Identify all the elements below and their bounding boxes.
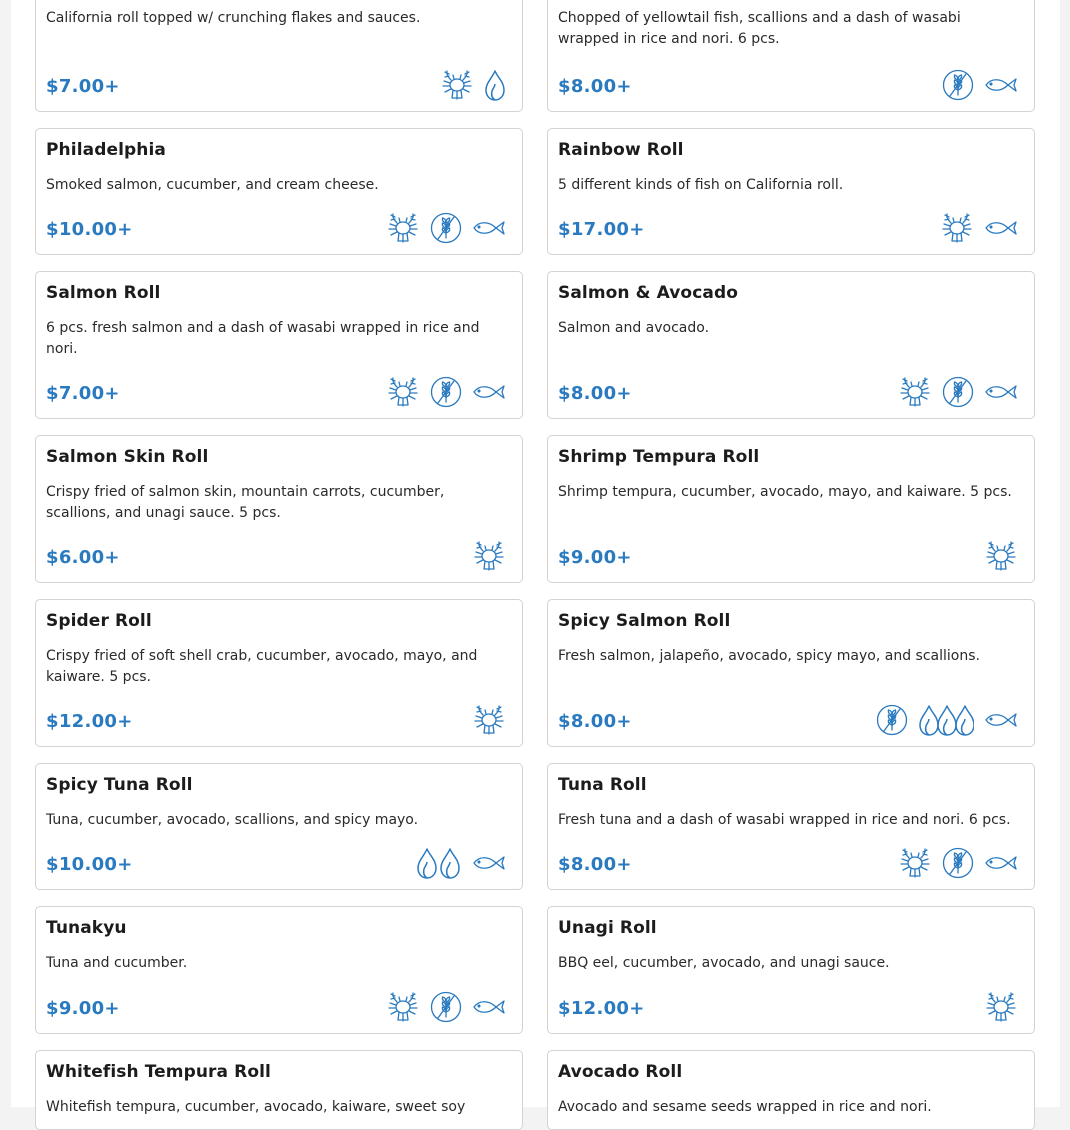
menu-item-description: Fresh tuna and a dash of wasabi wrapped in rice and nori. 6 pcs.	[558, 812, 1011, 828]
dietary-icons	[472, 703, 506, 737]
menu-item-price: $12.00+	[558, 998, 645, 1019]
fish-icon	[472, 997, 506, 1017]
dietary-icons	[386, 990, 506, 1024]
menu-item-name: Salmon & Avocado	[558, 283, 739, 303]
menu-item-name: Philadelphia	[46, 140, 166, 160]
menu-item-price: $17.00+	[558, 219, 645, 240]
menu-item-card[interactable]	[547, 435, 1035, 583]
fish-icon	[984, 75, 1018, 95]
menu-item-name: Avocado Roll	[558, 1062, 683, 1082]
dietary-icons	[876, 703, 1018, 737]
menu-item-card[interactable]	[35, 763, 523, 890]
menu-item-price: $10.00+	[46, 854, 133, 875]
shellfish-icon	[440, 69, 474, 101]
menu-item-description: Shrimp tempura, cucumber, avocado, mayo, and kaiware. 5 pcs.	[558, 484, 1012, 500]
menu-item-description: Crispy fried of soft shell crab, cucumber, avocado, mayo, and kaiware. 5 pcs.	[46, 648, 478, 685]
menu-item-card[interactable]	[35, 435, 523, 583]
menu-item-description: Avocado and sesame seeds wrapped in rice and nori.	[558, 1099, 932, 1115]
gluten-free-icon	[430, 991, 462, 1023]
menu-item-name: Spider Roll	[46, 611, 152, 631]
menu-item-name: Tuna Roll	[558, 775, 647, 795]
menu-item-description: 6 pcs. fresh salmon and a dash of wasabi wrapped in rice and nori.	[46, 320, 480, 357]
dietary-icons	[416, 846, 506, 880]
spicy-icon	[484, 69, 506, 102]
dietary-icons	[472, 539, 506, 573]
shellfish-icon	[472, 540, 506, 572]
menu-item-price: $9.00+	[46, 998, 120, 1019]
dietary-icons	[440, 68, 506, 102]
gluten-free-icon	[430, 376, 462, 408]
menu-item-price: $6.00+	[46, 547, 120, 568]
dietary-icons	[386, 211, 506, 245]
gluten-free-icon	[430, 212, 462, 244]
menu-item-name: Whitefish Tempura Roll	[46, 1062, 271, 1082]
gluten-free-icon	[942, 847, 974, 879]
shellfish-icon	[386, 212, 420, 244]
fish-icon	[472, 853, 506, 873]
menu-item-price: $10.00+	[46, 219, 133, 240]
fish-icon	[472, 382, 506, 402]
menu-item-price: $12.00+	[46, 711, 133, 732]
dietary-icons	[940, 211, 1018, 245]
spicy-level-2-icon	[416, 847, 462, 880]
menu-item-name: Salmon Roll	[46, 283, 161, 303]
shellfish-icon	[472, 704, 506, 736]
shellfish-icon	[940, 212, 974, 244]
menu-item-card[interactable]	[547, 763, 1035, 890]
menu-item-description: Chopped of yellowtail fish, scallions and a dash of wasabi wrapped in rice and nori. 6 pcs.	[558, 10, 961, 47]
dietary-icons	[386, 375, 506, 409]
menu-item-card[interactable]	[547, 906, 1035, 1034]
menu-item-description: Tuna and cucumber.	[46, 955, 188, 971]
fish-icon	[984, 218, 1018, 238]
spicy-level-3-icon	[918, 704, 974, 737]
menu-item-price: $8.00+	[558, 711, 632, 732]
menu-item-price: $9.00+	[558, 547, 632, 568]
menu-item-name: Rainbow Roll	[558, 140, 684, 160]
menu-item-card[interactable]	[35, 599, 523, 747]
menu-item-card[interactable]	[35, 906, 523, 1034]
menu-item-description: 5 different kinds of fish on California roll.	[558, 177, 844, 193]
menu-item-card[interactable]	[35, 0, 523, 112]
menu-item-name: Unagi Roll	[558, 918, 657, 938]
shellfish-icon	[386, 991, 420, 1023]
menu-item-description: Salmon and avocado.	[558, 320, 710, 336]
fish-icon	[984, 382, 1018, 402]
menu-item-description: Smoked salmon, cucumber, and cream cheese.	[46, 177, 379, 193]
menu-item-card[interactable]	[547, 599, 1035, 747]
gluten-free-icon	[876, 704, 908, 736]
menu-item-description: Crispy fried of salmon skin, mountain carrots, cucumber, scallions, and unagi sauce. 5 pcs.	[46, 484, 445, 521]
menu-item-description: Tuna, cucumber, avocado, scallions, and spicy mayo.	[46, 812, 419, 828]
dietary-icons	[898, 846, 1018, 880]
shellfish-icon	[984, 540, 1018, 572]
fish-icon	[984, 710, 1018, 730]
shellfish-icon	[984, 991, 1018, 1023]
shellfish-icon	[898, 376, 932, 408]
menu-item-name: Salmon Skin Roll	[46, 447, 209, 467]
gluten-free-icon	[942, 376, 974, 408]
menu-item-name: Spicy Tuna Roll	[46, 775, 193, 795]
menu-item-name: Spicy Salmon Roll	[558, 611, 731, 631]
dietary-icons	[898, 375, 1018, 409]
menu-item-price: $8.00+	[558, 854, 632, 875]
menu-item-card[interactable]	[547, 1050, 1035, 1130]
menu-item-description: Fresh salmon, jalapeño, avocado, spicy mayo, and scallions.	[558, 648, 980, 664]
menu-item-card[interactable]	[547, 128, 1035, 255]
menu-item-card[interactable]	[547, 0, 1035, 112]
fish-icon	[472, 218, 506, 238]
menu-item-description: California roll topped w/ crunching flakes and sauces.	[46, 10, 421, 26]
menu-item-price: $8.00+	[558, 383, 632, 404]
dietary-icons	[942, 68, 1018, 102]
menu-page	[11, 0, 1060, 1115]
dietary-icons	[984, 539, 1018, 573]
menu-item-card[interactable]	[547, 271, 1035, 419]
menu-item-price: $8.00+	[558, 76, 632, 97]
shellfish-icon	[386, 376, 420, 408]
menu-item-description: Whitefish tempura, cucumber, avocado, kaiware, sweet soy	[46, 1099, 466, 1115]
menu-item-description: BBQ eel, cucumber, avocado, and unagi sauce.	[558, 955, 890, 971]
menu-item-price: $7.00+	[46, 76, 120, 97]
menu-item-card[interactable]	[35, 271, 523, 419]
fish-icon	[984, 853, 1018, 873]
dietary-icons	[984, 990, 1018, 1024]
gluten-free-icon	[942, 69, 974, 101]
shellfish-icon	[898, 847, 932, 879]
menu-item-card[interactable]	[35, 1050, 523, 1130]
menu-item-name: Shrimp Tempura Roll	[558, 447, 760, 467]
menu-item-price: $7.00+	[46, 383, 120, 404]
menu-item-name: Tunakyu	[46, 918, 127, 938]
menu-item-card[interactable]	[35, 128, 523, 255]
